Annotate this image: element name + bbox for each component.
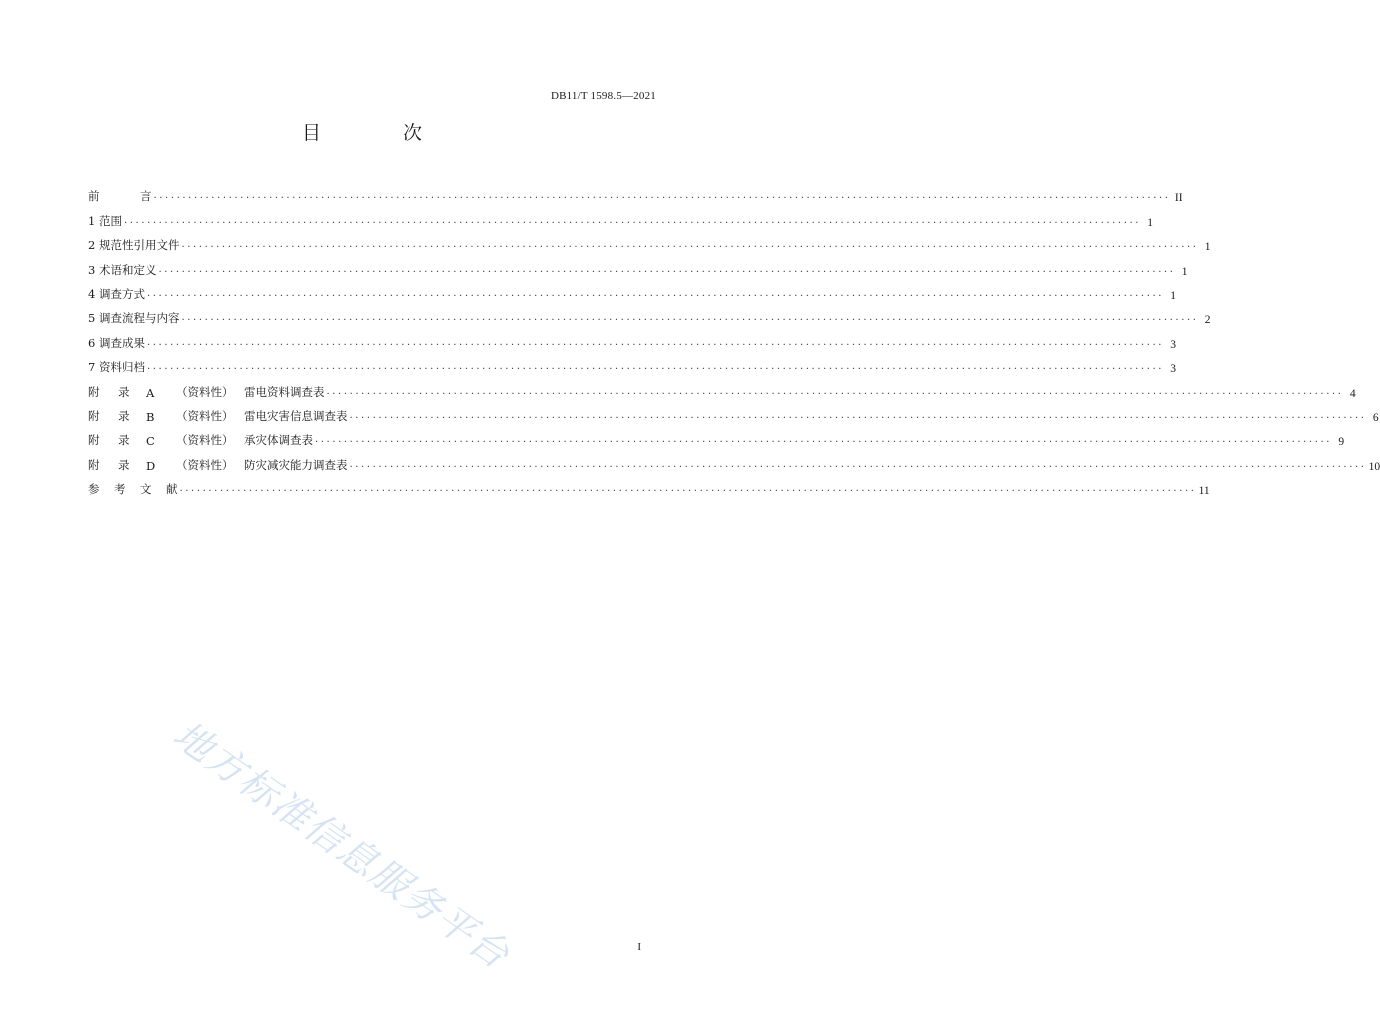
toc-entry-label [88,408,348,424]
toc-page-number: 6 [1372,411,1379,424]
toc-leader-dots: ................................................................................................................................................................................ [181,239,1199,251]
toc-leader-dots: ................................................................................................................................................................................ [179,483,1197,495]
references-char-2: 考 [114,482,126,497]
appendix-letter: A [146,385,155,400]
toc-entry-appendix-b[interactable] [88,400,1379,424]
toc-entry-appendix-c[interactable] [88,424,1345,449]
appendix-word-1: 附 [88,457,100,472]
appendix-letter: C [146,434,155,449]
appendix-type: （资料性） [176,384,234,399]
toc-page-number: II [1174,192,1183,205]
references-char-4: 献 [166,482,178,497]
toc-leader-dots: ................................................................................................................................................................................ [326,385,1344,397]
appendix-title: 雷电灾害信息调查表 [244,408,348,423]
appendix-word-1: 附 [88,433,100,448]
toc-page-number: 9 [1338,436,1345,449]
toc-entry-references[interactable] [88,473,1210,498]
toc-entry-section-4[interactable] [88,278,1177,302]
appendix-word-2: 录 [118,457,130,472]
toc-entry-appendix-d[interactable] [88,448,1380,473]
toc-entry-section-3[interactable] [88,253,1188,278]
toc-entry-label: 1 范围 [88,213,122,228]
appendix-title: 防灾减灾能力调查表 [244,457,348,472]
toc-title: 目 次 [301,122,461,144]
toc-page-number: 1 [1181,265,1188,278]
toc-leader-dots: ................................................................................................................................................................................ [158,263,1176,275]
foreword-char-1: 前 [88,189,100,204]
appendix-word-1: 附 [88,408,100,423]
toc-leader-dots: ................................................................................................................................................................................ [315,434,1333,446]
toc-entry-section-7[interactable] [88,351,1177,376]
toc-page-number: 1 [1204,241,1211,254]
toc-entry-label [88,188,152,204]
toc-leader-dots: ................................................................................................................................................................................ [153,190,1171,202]
toc-entry-label: 5 调查流程与内容 [88,311,180,326]
toc-entry-section-2[interactable] [88,229,1211,254]
toc-page-number: 1 [1170,289,1177,302]
toc-leader-dots: ................................................................................................................................................................................ [146,361,1165,373]
toc-page-number: 4 [1349,387,1356,400]
foreword-char-2: 言 [140,189,152,204]
page-number: I [637,941,641,953]
toc-entry-label: 2 规范性引用文件 [88,238,180,253]
appendix-type: （资料性） [176,457,234,472]
toc-entry-label: 4 调查方式 [88,286,145,301]
toc-entry-label: 7 资料归档 [88,360,145,375]
references-char-1: 参 [88,482,100,497]
toc-entry-foreword[interactable] [88,180,1183,205]
watermark: 地方标准信息服务平台 [165,712,519,978]
toc-entry-label: 3 术语和定义 [88,262,157,277]
toc-leader-dots: ................................................................................................................................................................................ [123,214,1142,226]
appendix-letter: B [146,409,155,424]
toc-entry-section-5[interactable] [88,302,1211,327]
toc-leader-dots: ................................................................................................................................................................................ [181,312,1199,324]
toc-page-number: 11 [1198,485,1210,498]
toc-page-number: 10 [1368,460,1380,473]
appendix-letter: D [146,458,156,473]
references-char-3: 文 [140,482,152,497]
toc-leader-dots: ................................................................................................................................................................................ [349,409,1367,421]
appendix-word-1: 附 [88,384,100,399]
table-of-contents [88,180,1380,498]
appendix-word-2: 录 [118,433,130,448]
toc-entry-label [88,457,348,473]
appendix-type: （资料性） [176,408,234,423]
toc-entry-section-6[interactable] [88,326,1177,351]
toc-entry-appendix-a[interactable] [88,375,1356,400]
toc-entry-section-1[interactable] [88,204,1154,229]
toc-entry-label [88,384,325,400]
toc-leader-dots: ................................................................................................................................................................................ [146,287,1165,299]
appendix-title: 承灾体调查表 [244,433,313,448]
appendix-type: （资料性） [176,433,234,448]
toc-entry-label [88,481,178,497]
appendix-word-2: 录 [118,384,130,399]
appendix-title: 雷电资料调查表 [244,384,325,399]
toc-entry-label: 6 调查成果 [88,335,145,350]
toc-leader-dots: ................................................................................................................................................................................ [146,336,1165,348]
toc-page-number: 2 [1204,314,1211,327]
toc-entry-label [88,432,313,448]
toc-page-number: 1 [1147,216,1154,229]
document-code: DB11/T 1598.5—2021 [550,90,656,102]
appendix-word-2: 录 [118,408,130,423]
toc-leader-dots: ................................................................................................................................................................................ [349,458,1367,470]
toc-page-number: 3 [1170,338,1177,351]
toc-page-number: 3 [1170,363,1177,376]
